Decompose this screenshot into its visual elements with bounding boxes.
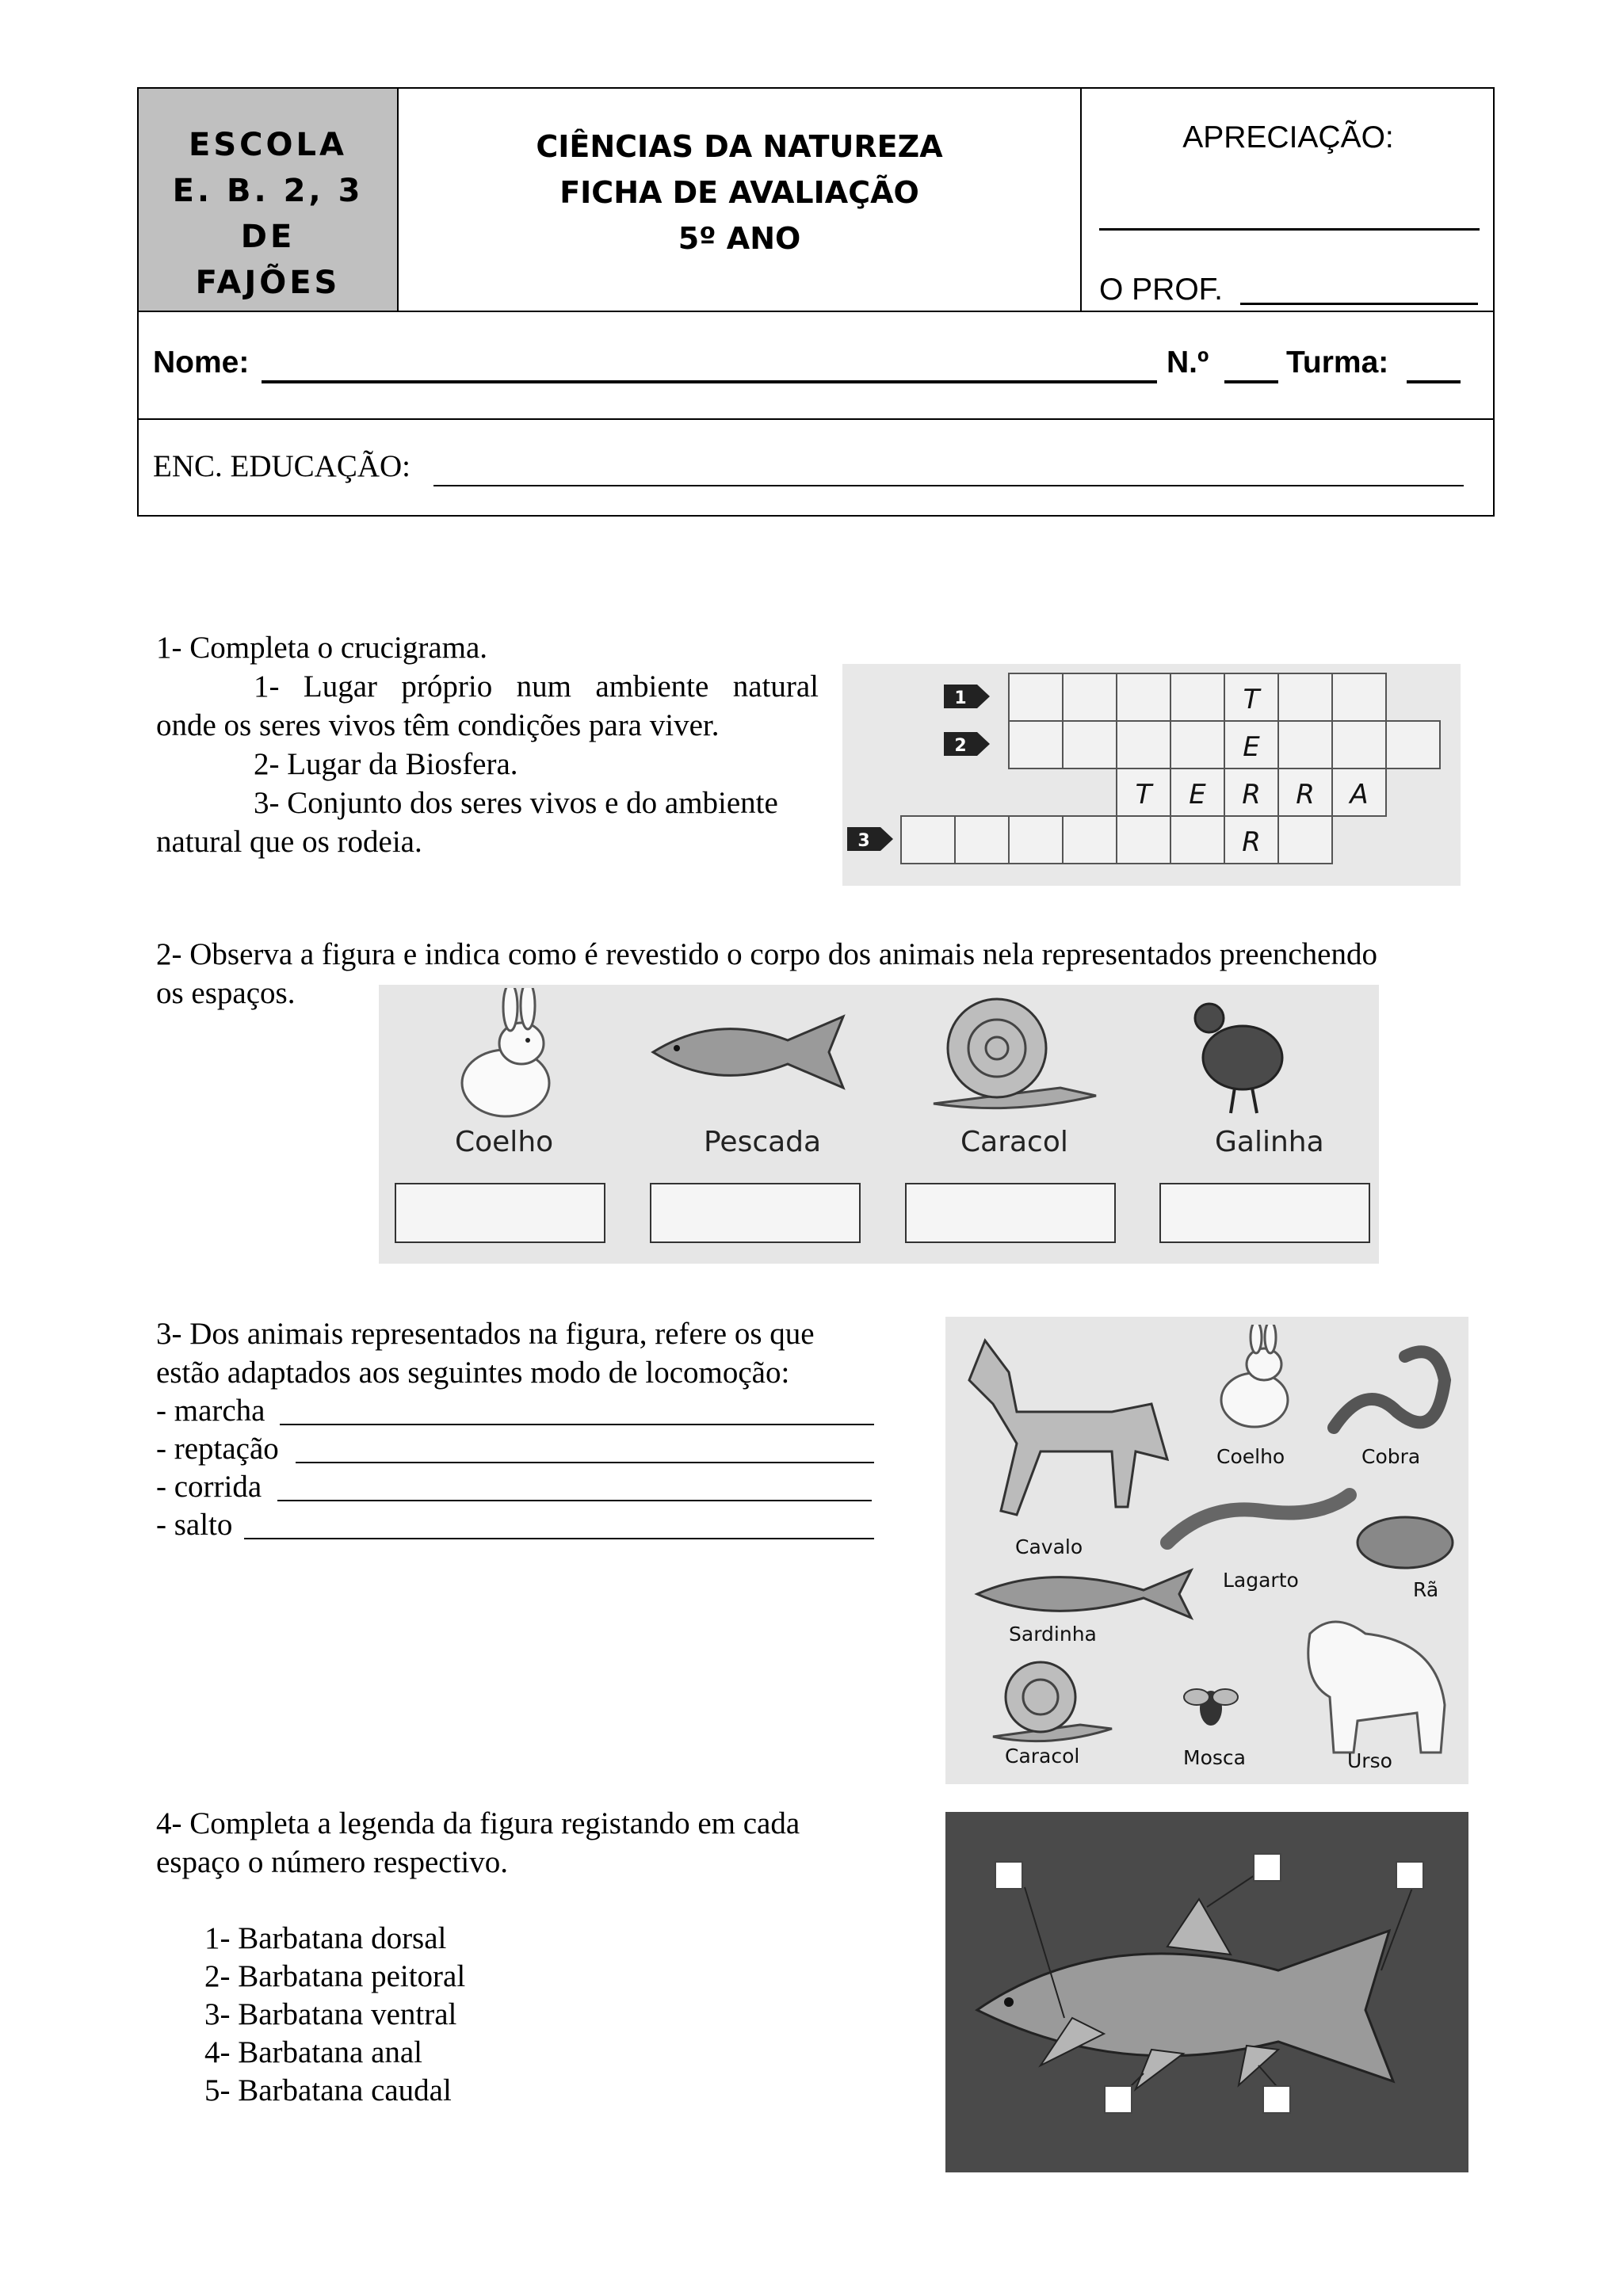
answer-line-corrida[interactable]	[277, 1500, 872, 1501]
name-label: Nome:	[153, 345, 250, 379]
answer-box-caracol[interactable]	[905, 1183, 1116, 1243]
fin-item-anal: 4- Barbatana anal	[204, 2035, 423, 2069]
subject-title: CIÊNCIAS DA NATUREZA	[536, 129, 943, 164]
label-pescada: Pescada	[704, 1126, 822, 1158]
fly-icon	[1179, 1673, 1243, 1737]
crossword-letter: T	[1243, 684, 1260, 715]
school-cell	[139, 89, 399, 311]
q4-prompt-cont: espaço o número respectivo.	[156, 1845, 509, 1879]
appreciation-cell	[1082, 89, 1495, 311]
answer-line-marcha[interactable]	[280, 1424, 874, 1425]
label-urso: Urso	[1347, 1749, 1392, 1772]
guardian-field[interactable]	[433, 485, 1464, 486]
bear-icon	[1278, 1602, 1461, 1760]
clue-number-1: 1	[954, 688, 967, 708]
crossword-letter: R	[1242, 779, 1261, 810]
class-field[interactable]	[1407, 380, 1461, 383]
crossword-letter: A	[1350, 779, 1369, 810]
header-table	[137, 87, 1495, 517]
animals-covering-figure	[379, 985, 1379, 1264]
q1-prompt: 1- Completa o crucigrama.	[156, 631, 488, 665]
label-galinha: Galinha	[1215, 1126, 1324, 1158]
fin-answer-box[interactable]	[1396, 1861, 1424, 1890]
q4-prompt: 4- Completa a legenda da figura registando em cada	[156, 1806, 800, 1840]
fin-answer-box[interactable]	[995, 1861, 1023, 1890]
answer-box-galinha[interactable]	[1159, 1183, 1370, 1243]
crossword-figure	[842, 664, 1461, 886]
rabbit-icon	[1207, 1325, 1302, 1436]
label-caracol: Caracol	[1005, 1745, 1080, 1768]
prof-label: O PROF.	[1099, 273, 1224, 307]
snail-icon	[918, 985, 1108, 1119]
fin-item-dorsal: 1- Barbatana dorsal	[204, 1921, 447, 1955]
q2-prompt-cont: os espaços.	[156, 976, 296, 1010]
label-caracol: Caracol	[960, 1126, 1068, 1158]
fish-icon	[645, 1009, 851, 1096]
guardian-row	[139, 418, 1493, 517]
answer-box-coelho[interactable]	[395, 1183, 605, 1243]
hen-icon	[1187, 986, 1298, 1121]
label-coelho: Coelho	[1216, 1445, 1285, 1468]
sardine-icon	[969, 1562, 1199, 1626]
name-field[interactable]	[262, 380, 1157, 383]
number-label: N.º	[1167, 345, 1209, 379]
crossword-letter: R	[1296, 779, 1315, 810]
trout-illustration	[945, 1812, 1468, 2172]
crossword-letter: E	[1243, 731, 1260, 763]
crossword-letter: T	[1135, 779, 1152, 810]
prof-signature-field[interactable]	[1240, 303, 1478, 305]
sheet-title: FICHA DE AVALIAÇÃO	[559, 175, 919, 210]
appreciation-field[interactable]	[1099, 228, 1480, 231]
clue-number-2: 2	[954, 736, 967, 756]
locomotion-figure	[945, 1317, 1468, 1784]
fish-fins-figure	[945, 1812, 1468, 2172]
number-field[interactable]	[1224, 380, 1278, 383]
appreciation-label: APRECIAÇÃO:	[1182, 120, 1394, 154]
label-lagarto: Lagarto	[1223, 1569, 1299, 1592]
crossword-letter: R	[1242, 826, 1261, 858]
title-cell	[399, 89, 1082, 311]
label-ra: Rã	[1413, 1578, 1439, 1601]
guardian-label: ENC. EDUCAÇÃO:	[153, 449, 411, 483]
q3-prompt: 3- Dos animais representados na figura, refere os que	[156, 1317, 815, 1351]
label-cobra: Cobra	[1361, 1445, 1421, 1468]
student-row	[139, 311, 1493, 418]
class-label: Turma:	[1286, 345, 1389, 379]
locomotion-corrida: - corrida	[156, 1470, 262, 1504]
label-coelho: Coelho	[455, 1126, 554, 1158]
fin-item-ventral: 3- Barbatana ventral	[204, 1997, 457, 2031]
clue-number-3: 3	[857, 831, 870, 851]
school-line: FAJÕES	[195, 265, 341, 301]
q1-item2: 2- Lugar da Biosfera.	[254, 747, 518, 781]
school-line: E. B. 2, 3	[172, 173, 364, 209]
answer-box-pescada[interactable]	[650, 1183, 861, 1243]
fin-item-caudal: 5- Barbatana caudal	[204, 2073, 452, 2107]
q3-prompt-cont: estão adaptados aos seguintes modo de locomoção:	[156, 1356, 790, 1390]
snake-icon	[1318, 1333, 1461, 1444]
fin-answer-box[interactable]	[1104, 2085, 1132, 2114]
q2-prompt: 2- Observa a figura e indica como é revestido o corpo dos animais nela representados preenchendo	[156, 937, 1377, 971]
locomotion-reptacao: - reptação	[156, 1432, 279, 1466]
label-sardinha: Sardinha	[1009, 1623, 1097, 1646]
lizard-icon	[1159, 1471, 1358, 1558]
q1-item3-cont: natural que os rodeia.	[156, 825, 422, 859]
q1-item1-cont: onde os seres vivos têm condições para viver.	[156, 708, 720, 742]
school-line: ESCOLA	[189, 127, 347, 163]
crossword-letter: E	[1189, 779, 1206, 810]
q1-item3: 3- Conjunto dos seres vivos e do ambiente	[254, 786, 778, 820]
grade-title: 5º ANO	[678, 221, 801, 256]
label-mosca: Mosca	[1183, 1746, 1246, 1769]
q1-item1: 1- Lugar próprio num ambiente natural	[254, 669, 819, 704]
fin-answer-box[interactable]	[1262, 2085, 1291, 2114]
answer-line-salto[interactable]	[244, 1538, 874, 1539]
horse-icon	[953, 1325, 1183, 1531]
fin-answer-box[interactable]	[1253, 1853, 1281, 1882]
label-cavalo: Cavalo	[1015, 1535, 1083, 1558]
snail-icon	[985, 1650, 1120, 1753]
rabbit-icon	[434, 988, 577, 1123]
locomotion-marcha: - marcha	[156, 1394, 265, 1428]
answer-line-reptacao[interactable]	[296, 1462, 874, 1463]
fin-item-peitoral: 2- Barbatana peitoral	[204, 1959, 466, 1993]
school-line: DE	[240, 219, 296, 255]
locomotion-salto: - salto	[156, 1508, 233, 1542]
frog-icon	[1350, 1503, 1461, 1574]
